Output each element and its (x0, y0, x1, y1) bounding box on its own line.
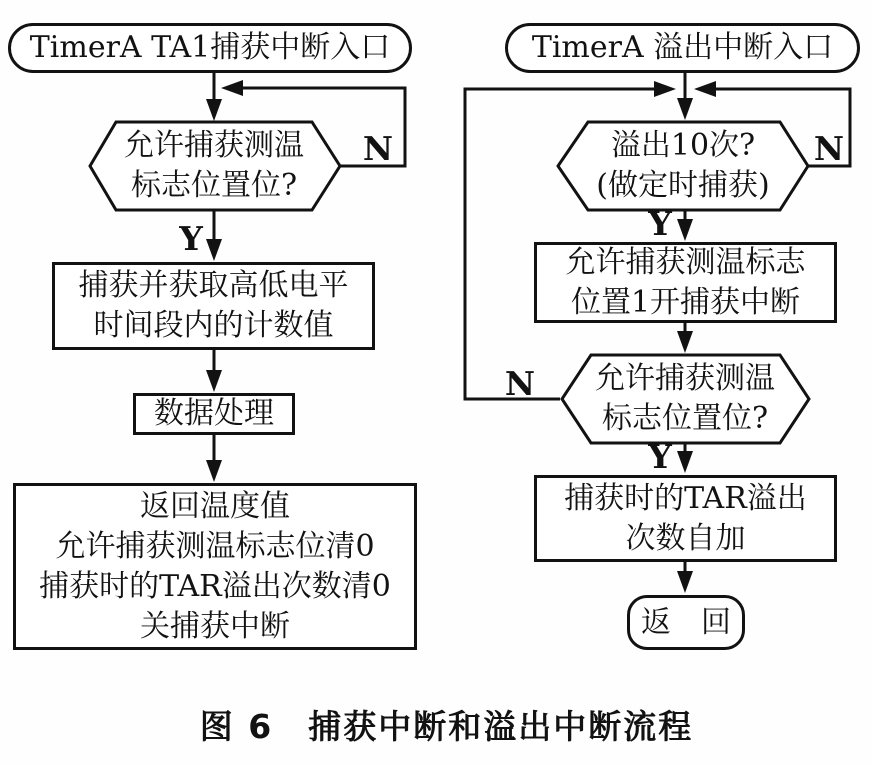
left-process-data (133, 393, 295, 435)
left-process-return (13, 483, 417, 650)
arrowhead-right-icon (654, 81, 676, 97)
terminal-label: TimerA 溢出中断入口 (531, 30, 834, 65)
arrowhead-left-icon (694, 81, 716, 97)
process-text-line: 次数自加 (625, 520, 746, 556)
right-process-enable-capture (534, 242, 837, 323)
terminal-label: TimerA TA1捕获中断入口 (29, 30, 391, 65)
right-overflow-no-label: N (813, 128, 845, 168)
right-overflow-yes-label: Y (648, 203, 672, 243)
decision-text-line: 溢出10次? (610, 128, 756, 163)
right-capture-no-label: N (504, 363, 536, 403)
decision-text-line: 允许捕获测温 (124, 128, 304, 163)
process-text-line: 返回温度值 (140, 488, 290, 524)
process-text-line: 关捕获中断 (140, 608, 290, 644)
decision-text-line: (做定时捕获) (596, 168, 770, 203)
left-process-capture-count (52, 262, 375, 350)
arrowhead-down-icon (677, 331, 693, 353)
right-decision-overflow (568, 124, 798, 208)
arrowhead-down-icon (677, 451, 693, 473)
arrowhead-down-icon (206, 99, 222, 121)
arrowhead-down-icon (677, 219, 693, 241)
process-text-line: 位置1开捕获中断 (570, 284, 801, 320)
arrowhead-left-icon (221, 80, 243, 96)
terminal-label: 返 回 (641, 604, 731, 640)
process-text-line: 允许捕获测温标志位清0 (55, 528, 375, 564)
process-text-line: 捕获时的TAR溢出次数清0 (39, 568, 391, 604)
left-no-label: N (362, 128, 394, 168)
process-text-line: 时间段内的计数值 (93, 308, 334, 343)
right-capture-yes-label: Y (648, 436, 672, 476)
right-return-terminal (627, 595, 745, 650)
decision-text-line: 标志位置位? (601, 401, 769, 436)
decision-text-line: 标志位置位? (130, 168, 298, 203)
arrowhead-down-icon (206, 460, 222, 482)
left-decision-capture-flag (100, 124, 328, 208)
arrowhead-down-icon (677, 571, 693, 593)
right-entry-terminal (505, 23, 860, 73)
process-text-line: 捕获并获取高低电平 (78, 268, 349, 303)
process-text-line: 允许捕获测温标志 (565, 244, 806, 280)
figure-caption: 图 6 捕获中断和溢出中断流程 (199, 707, 694, 746)
decision-text-line: 允许捕获测温 (595, 361, 775, 396)
right-decision-capture-flag (572, 357, 798, 441)
left-entry-terminal (8, 23, 412, 73)
right-process-tar-increment (534, 475, 837, 562)
process-text-line: 数据处理 (154, 396, 274, 431)
process-text-line: 捕获时的TAR溢出 (564, 480, 807, 516)
arrowhead-down-icon (677, 98, 693, 120)
arrowhead-down-icon (206, 370, 222, 392)
left-yes-label: Y (179, 218, 203, 258)
